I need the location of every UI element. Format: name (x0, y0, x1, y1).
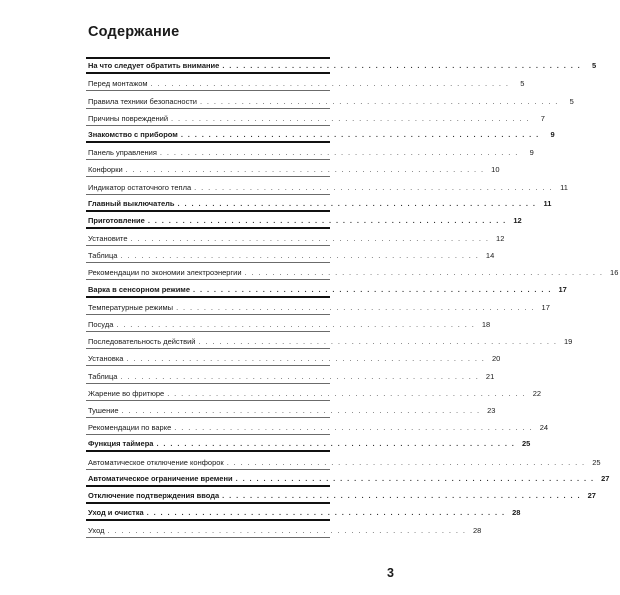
toc-entry[interactable] (86, 91, 574, 108)
toc-entry-page: 14 (485, 251, 495, 261)
toc-entry[interactable] (86, 126, 555, 143)
toc-entry-title: Автоматическое отключение конфорок (88, 457, 224, 467)
toc-entry-page: 21 (485, 371, 495, 381)
toc-entry-page: 27 (601, 473, 610, 483)
toc-dot-leader: . . . . . . . . . . . . . . . . . . . . . . . . . . . . . . . . . . . . . . . . . . . . . . . . . . . . (126, 354, 486, 364)
toc-entry-page: 11 (543, 198, 552, 208)
toc-entry[interactable] (86, 315, 491, 332)
toc-entry-title: Установите (88, 234, 128, 244)
toc-entry[interactable] (86, 109, 545, 126)
toc-dot-leader: . . . . . . . . . . . . . . . . . . . . . . . . . . . . . . . . . . . . . . . . . . . . . . . . . . . . (130, 234, 490, 244)
toc-entry[interactable] (86, 452, 601, 469)
toc-entry-page: 11 (560, 182, 568, 192)
toc-entry[interactable] (86, 401, 496, 418)
toc-entry[interactable] (86, 195, 552, 212)
toc-entry[interactable] (86, 280, 567, 297)
toc-dot-leader: . . . . . . . . . . . . . . . . . . . . . . . . . . . . . . . . . . . . . . . . . . . . . . . . . . . . (120, 251, 480, 261)
toc-entry-title: Таблица (88, 251, 118, 261)
toc-dot-leader: . . . . . . . . . . . . . . . . . . . . . . . . . . . . . . . . . . . . . . . . . . . . . . . . . . . . (146, 508, 506, 518)
toc-entry-page: 19 (563, 337, 573, 347)
toc-entry-title: Главный выключатель (88, 198, 175, 208)
toc-entry-page: 22 (532, 388, 542, 398)
toc-entry-title: Уход и очистка (88, 508, 144, 518)
toc-entry-page: 23 (487, 405, 496, 415)
toc-entry-title: Перед монтажом (88, 79, 148, 89)
toc-dot-leader: . . . . . . . . . . . . . . . . . . . . . . . . . . . . . . . . . . . . . . . . . . . . . . . . . . . . (180, 129, 540, 139)
toc-entry[interactable] (86, 177, 568, 194)
toc-entry-title: Рекомендации по варке (88, 423, 172, 433)
toc-entry-page: 12 (496, 234, 505, 244)
toc-entry[interactable] (86, 384, 542, 401)
toc-entry[interactable] (86, 470, 610, 487)
toc-entry-page: 16 (610, 268, 619, 278)
toc-dot-leader: . . . . . . . . . . . . . . . . . . . . . . . . . . . . . . . . . . . . . . . . . . . . . . . . . . . . (198, 337, 558, 347)
toc-entry-page: 5 (520, 79, 525, 89)
toc-entry[interactable] (86, 229, 505, 246)
toc-entry[interactable] (86, 487, 596, 504)
page-number: 3 (387, 566, 394, 580)
toc-entry-title: Рекомендации по экономии электроэнергии (88, 268, 242, 278)
table-of-contents (86, 57, 619, 538)
toc-entry-title: Температурные режимы (88, 302, 174, 312)
toc-entry-title: Установка (88, 354, 124, 364)
toc-entry-page: 12 (513, 215, 522, 225)
toc-entry-page: 17 (541, 302, 550, 312)
toc-entry-page: 7 (540, 113, 545, 123)
toc-entry-page: 5 (569, 96, 574, 106)
toc-entry[interactable] (86, 57, 597, 74)
toc-entry[interactable] (86, 349, 501, 366)
toc-entry-page: 9 (529, 148, 534, 158)
toc-entry-title: Отключение подтверждения ввода (88, 490, 220, 500)
toc-entry[interactable] (86, 366, 495, 383)
toc-entry[interactable] (86, 212, 522, 229)
toc-dot-leader: . . . . . . . . . . . . . . . . . . . . . . . . . . . . . . . . . . . . . . . . . . . . . . . . . . . . (107, 526, 467, 536)
toc-entry-title: Жарение во фритюре (88, 388, 165, 398)
toc-dot-leader: . . . . . . . . . . . . . . . . . . . . . . . . . . . . . . . . . . . . . . . . . . . . . . . . . . . . (116, 320, 476, 329)
toc-entry-page: 25 (592, 457, 601, 467)
toc-entry[interactable] (86, 504, 521, 521)
toc-entry[interactable] (86, 263, 619, 280)
toc-entry-title: Автоматическое ограничение времени (88, 473, 233, 483)
toc-dot-leader: . . . . . . . . . . . . . . . . . . . . . . . . . . . . . . . . . . . . . . . . . . . . . . . . . . . . (244, 268, 604, 278)
toc-dot-leader: . . . . . . . . . . . . . . . . . . . . . . . . . . . . . . . . . . . . . . . . . . . . . . . . . . . . (125, 165, 485, 175)
toc-dot-leader: . . . . . . . . . . . . . . . . . . . . . . . . . . . . . . . . . . . . . . . . . . . . . . . . . . . . (147, 215, 507, 225)
toc-entry[interactable] (86, 418, 549, 435)
toc-entry-title: Индикатор остаточного тепла (88, 182, 192, 192)
toc-dot-leader: . . . . . . . . . . . . . . . . . . . . . . . . . . . . . . . . . . . . . . . . . . . . . . . . . . . . (235, 473, 595, 483)
toc-entry-title: Тушение (88, 405, 119, 415)
toc-dot-leader: . . . . . . . . . . . . . . . . . . . . . . . . . . . . . . . . . . . . . . . . . . . . . . . . . . . . (156, 439, 516, 449)
toc-entry-page: 9 (550, 129, 555, 139)
toc-dot-leader: . . . . . . . . . . . . . . . . . . . . . . . . . . . . . . . . . . . . . . . . . . . . . . . . . . . . (171, 113, 530, 123)
toc-dot-leader: . . . . . . . . . . . . . . . . . . . . . . . . . . . . . . . . . . . . . . . . . . . . . . . . . . . . (222, 490, 581, 500)
toc-entry-page: 28 (512, 508, 521, 518)
toc-entry[interactable] (86, 74, 525, 91)
toc-entry-title: Варка в сенсорном режиме (88, 284, 191, 294)
toc-entry-title: Приготовление (88, 215, 145, 225)
toc-dot-leader: . . . . . . . . . . . . . . . . . . . . . . . . . . . . . . . . . . . . . . . . . . . . . . . . . . . . (176, 302, 535, 312)
toc-dot-leader: . . . . . . . . . . . . . . . . . . . . . . . . . . . . . . . . . . . . . . . . . . . . . . . . . . . . (120, 371, 480, 381)
toc-dot-leader: . . . . . . . . . . . . . . . . . . . . . . . . . . . . . . . . . . . . . . . . . . . . . . . . . . . . (222, 61, 582, 71)
toc-entry-page: 24 (539, 423, 549, 433)
toc-dot-leader: . . . . . . . . . . . . . . . . . . . . . . . . . . . . . . . . . . . . . . . . . . . . . . . . . . . . (199, 96, 559, 106)
page-title: Содержание (88, 24, 180, 40)
toc-entry-title: Таблица (88, 371, 118, 381)
toc-dot-leader: . . . . . . . . . . . . . . . . . . . . . . . . . . . . . . . . . . . . . . . . . . . . . . . . . . . . (177, 198, 537, 208)
toc-dot-leader: . . . . . . . . . . . . . . . . . . . . . . . . . . . . . . . . . . . . . . . . . . . . . . . . . . . . (167, 388, 527, 398)
toc-entry-title: Последовательность действий (88, 337, 196, 347)
toc-entry-page: 28 (472, 526, 482, 536)
toc-entry-title: Знакомство с прибором (88, 129, 178, 139)
toc-dot-leader: . . . . . . . . . . . . . . . . . . . . . . . . . . . . . . . . . . . . . . . . . . . . . . . . . . . . (174, 423, 534, 433)
toc-entry-title: Посуда (88, 320, 114, 329)
toc-entry-page: 17 (558, 284, 567, 294)
toc-dot-leader: . . . . . . . . . . . . . . . . . . . . . . . . . . . . . . . . . . . . . . . . . . . . . . . . . . . . (194, 182, 553, 192)
toc-entry-page: 20 (491, 354, 501, 364)
toc-entry-title: На что следует обратить внимание (88, 61, 220, 71)
toc-entry-page: 25 (521, 439, 531, 449)
toc-dot-leader: . . . . . . . . . . . . . . . . . . . . . . . . . . . . . . . . . . . . . . . . . . . . . . . . . . . . (193, 284, 552, 294)
toc-entry-page: 10 (491, 165, 500, 175)
toc-entry[interactable] (86, 298, 550, 315)
toc-entry[interactable] (86, 246, 495, 263)
toc-entry-title: Правила техники безопасности (88, 96, 197, 106)
toc-entry-page: 5 (591, 61, 597, 71)
toc-entry[interactable] (86, 143, 534, 160)
toc-entry-title: Функция таймера (88, 439, 154, 449)
toc-entry-title: Панель управления (88, 148, 157, 158)
toc-dot-leader: . . . . . . . . . . . . . . . . . . . . . . . . . . . . . . . . . . . . . . . . . . . . . . . . . . . . (150, 79, 510, 89)
toc-entry-page: 27 (587, 490, 596, 500)
toc-entry[interactable] (86, 160, 500, 177)
toc-entry[interactable] (86, 521, 482, 538)
toc-entry[interactable] (86, 435, 531, 452)
toc-dot-leader: . . . . . . . . . . . . . . . . . . . . . . . . . . . . . . . . . . . . . . . . . . . . . . . . . . . . (226, 457, 586, 467)
toc-entry-title: Конфорки (88, 165, 123, 175)
toc-entry-title: Причины повреждений (88, 113, 169, 123)
toc-dot-leader: . . . . . . . . . . . . . . . . . . . . . . . . . . . . . . . . . . . . . . . . . . . . . . . . . . . . (159, 148, 519, 158)
toc-entry-title: Уход (88, 526, 105, 536)
toc-dot-leader: . . . . . . . . . . . . . . . . . . . . . . . . . . . . . . . . . . . . . . . . . . . . . . . . . . . . (121, 405, 481, 415)
toc-entry[interactable] (86, 332, 573, 349)
toc-entry-page: 18 (481, 320, 491, 329)
